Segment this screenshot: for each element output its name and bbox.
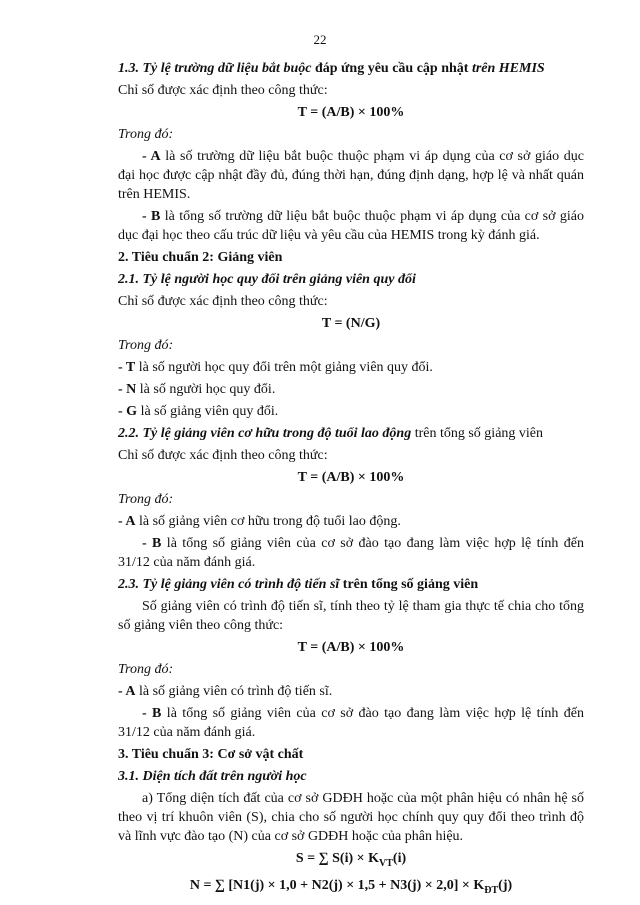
formula-subscript: ĐT [484,884,499,896]
heading-part: trên HEMIS [471,61,545,76]
definition-key: - B [142,706,162,721]
definition-item [118,512,584,531]
definition-item [118,380,584,399]
formula-part: S = ∑ S(i) × K [295,851,379,866]
formula: T = (A/B) × 100% [297,470,405,485]
definition-text: là tổng số giảng viên của cơ sở đào tạo đang làm việc hợp lệ tính đến 31/12 của năm đánh giá. [118,706,585,740]
where-label: Trong đó: [118,127,174,142]
where-label: Trong đó: [118,338,174,353]
formula: T = (A/B) × 100% [297,640,405,655]
definition-key: - A [118,684,136,699]
definition-key: - N [118,382,137,397]
definition-item [118,207,584,245]
formula-subscript: VT [379,857,393,869]
definition-text: là số trường dữ liệu bắt buộc thuộc phạm vi áp dụng của cơ sở giáo dục đại học được cập nhật đầy đủ, đúng thời hạn, đúng định dạng, hợp lệ và nhất quán trên HEMIS. [118,149,584,202]
page-number: 22 [313,32,327,47]
heading-part: trên tổng số giảng viên [339,577,479,592]
formula-part: (j) [498,877,513,893]
formula-intro: Chỉ số được xác định theo công thức: [118,83,328,98]
definition-item [118,704,584,742]
definition-key: - B [142,536,162,551]
definition-item [118,402,584,421]
definition-item [118,534,584,572]
standard-3-title: 3. Tiêu chuẩn 3: Cơ sở vật chất [118,747,304,762]
formula-intro: Số giảng viên có trình độ tiến sĩ, tính theo tỷ lệ tham gia thực tế chia cho tổng số giảng viên theo công thức: [118,599,584,633]
definition-item [118,682,584,701]
heading-part: 1.3. Tỷ lệ trường dữ liệu bắt buộc [118,61,312,76]
definition-text: là số giảng viên quy đổi. [137,404,279,419]
definition-key: - A [142,149,161,164]
formula: T = (N/G) [321,316,381,331]
formula-part: (i) [392,851,407,866]
formula-n [118,876,584,900]
definition-key: - B [142,209,161,224]
definition-item [118,358,584,377]
section-2-2-heading [118,424,584,443]
where-label: Trong đó: [118,662,174,677]
standard-2-title: 2. Tiêu chuẩn 2: Giảng viên [118,250,283,265]
definition-key: - T [118,360,136,375]
definition-text: là số giảng viên cơ hữu trong độ tuổi lao động. [135,514,401,529]
heading-part: 2.3. Tỷ lệ giảng viên có trình độ tiến sĩ [118,577,340,592]
formula-intro: Chỉ số được xác định theo công thức: [118,294,328,309]
formula-part: N = ∑ [N1(j) × 1,0 + N2(j) × 1,5 + N3(j) × 2,0] × K [189,877,485,893]
heading-part: 2.2. Tỷ lệ giảng viên cơ hữu trong độ tuổi lao động [118,426,412,441]
where-label: Trong đó: [118,492,174,507]
definition-item [118,147,584,204]
definition-key: - G [118,404,138,419]
definition-text: là tổng số giảng viên của cơ sở đào tạo đang làm việc hợp lệ tính đến 31/12 của năm đánh giá. [118,536,585,570]
document-body [118,59,584,900]
definition-text: là số giảng viên có trình độ tiến sĩ. [135,684,333,699]
formula-s [118,849,584,873]
heading-part: đáp ứng yêu cầu cập nhật [311,61,472,76]
heading-part: trên tổng số giảng viên [411,426,544,441]
formula-intro: Chỉ số được xác định theo công thức: [118,448,328,463]
section-1-3-heading [118,59,584,78]
definition-text: là số người học quy đổi. [136,382,276,397]
definition-text: là tổng số trường dữ liệu bắt buộc thuộc phạm vi áp dụng của cơ sở giáo dục đại học theo cấu trúc dữ liệu và yêu cầu của HEMIS trong kỳ đánh giá. [118,209,585,243]
section-2-3-heading [118,575,584,594]
section-2-1-heading: 2.1. Tỷ lệ người học quy đổi trên giảng viên quy đổi [118,272,416,287]
definition-text: là số người học quy đổi trên một giảng viên quy đổi. [135,360,433,375]
paragraph: a) Tổng diện tích đất của cơ sở GDĐH hoặc của một phân hiệu có nhân hệ số theo vị trí khuôn viên (S), chia cho số người học chính quy quy đổi theo trình độ và lĩnh vực đào tạo (N) của cơ sở GDĐH hoặc của phân hiệu. [118,791,584,844]
formula: T = (A/B) × 100% [297,105,405,120]
definition-key: - A [118,514,136,529]
section-3-1-heading: 3.1. Diện tích đất trên người học [118,769,307,784]
